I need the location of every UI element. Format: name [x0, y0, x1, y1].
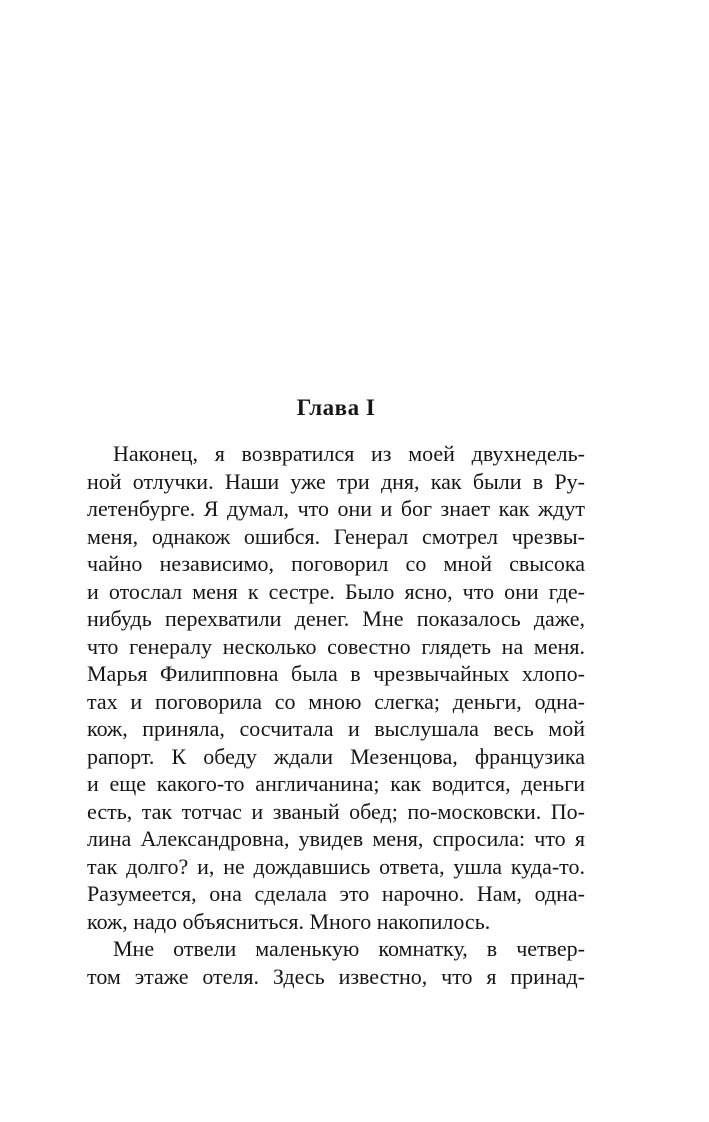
paragraph-2	[87, 935, 585, 990]
text-line: ной отлучки. Наши уже три дня, как были в Ру-	[87, 468, 585, 494]
text-line: лина Александровна, увидев меня, спросила: что я	[87, 826, 585, 851]
text-line: и еще какого-то англичанина; как водится, деньги	[87, 771, 585, 796]
text-line: Наконец, я возвратился из моей двухнедель-	[113, 441, 585, 466]
text-line: нибудь перехватили денег. Мне показалось даже,	[87, 606, 585, 631]
text-block	[87, 394, 585, 990]
text-line: меня, однакож ошибся. Генерал смотрел чрезвы-	[87, 523, 585, 549]
paragraph-1	[87, 440, 585, 935]
text-line: Мне отвели маленькую комнатку, в четвер-	[113, 936, 585, 961]
text-line: кож, приняла, сосчитала и выслушала весь мой	[87, 716, 585, 741]
text-line: рапорт. К обеду ждали Мезенцова, французика	[87, 743, 585, 769]
text-line: кож, надо объясниться. Много накопилось.	[87, 908, 491, 934]
text-line: так долго? и, не дождавшись ответа, ушла куда-то.	[87, 853, 585, 879]
text-line: и отослал меня к сестре. Было ясно, что они где-	[87, 578, 585, 604]
text-line: том этаже отеля. Здесь известно, что я принад-	[87, 963, 585, 989]
text-line: что генералу несколько совестно глядеть на меня.	[87, 633, 585, 659]
chapter-heading: Глава I	[296, 395, 376, 420]
text-line: Марья Филипповна была в чрезвычайных хлопо-	[87, 661, 585, 686]
text-line: есть, так тотчас и званый обед; по-московски. По-	[87, 798, 585, 824]
text-line: тах и поговорила со мною слегка; деньги, одна-	[87, 688, 585, 714]
text-line: летенбурге. Я думал, что они и бог знает как ждут	[87, 496, 585, 521]
text-line: чайно независимо, поговорил со мной свысока	[87, 551, 585, 576]
text-line: Разумеется, она сделала это нарочно. Нам, одна-	[87, 881, 585, 906]
